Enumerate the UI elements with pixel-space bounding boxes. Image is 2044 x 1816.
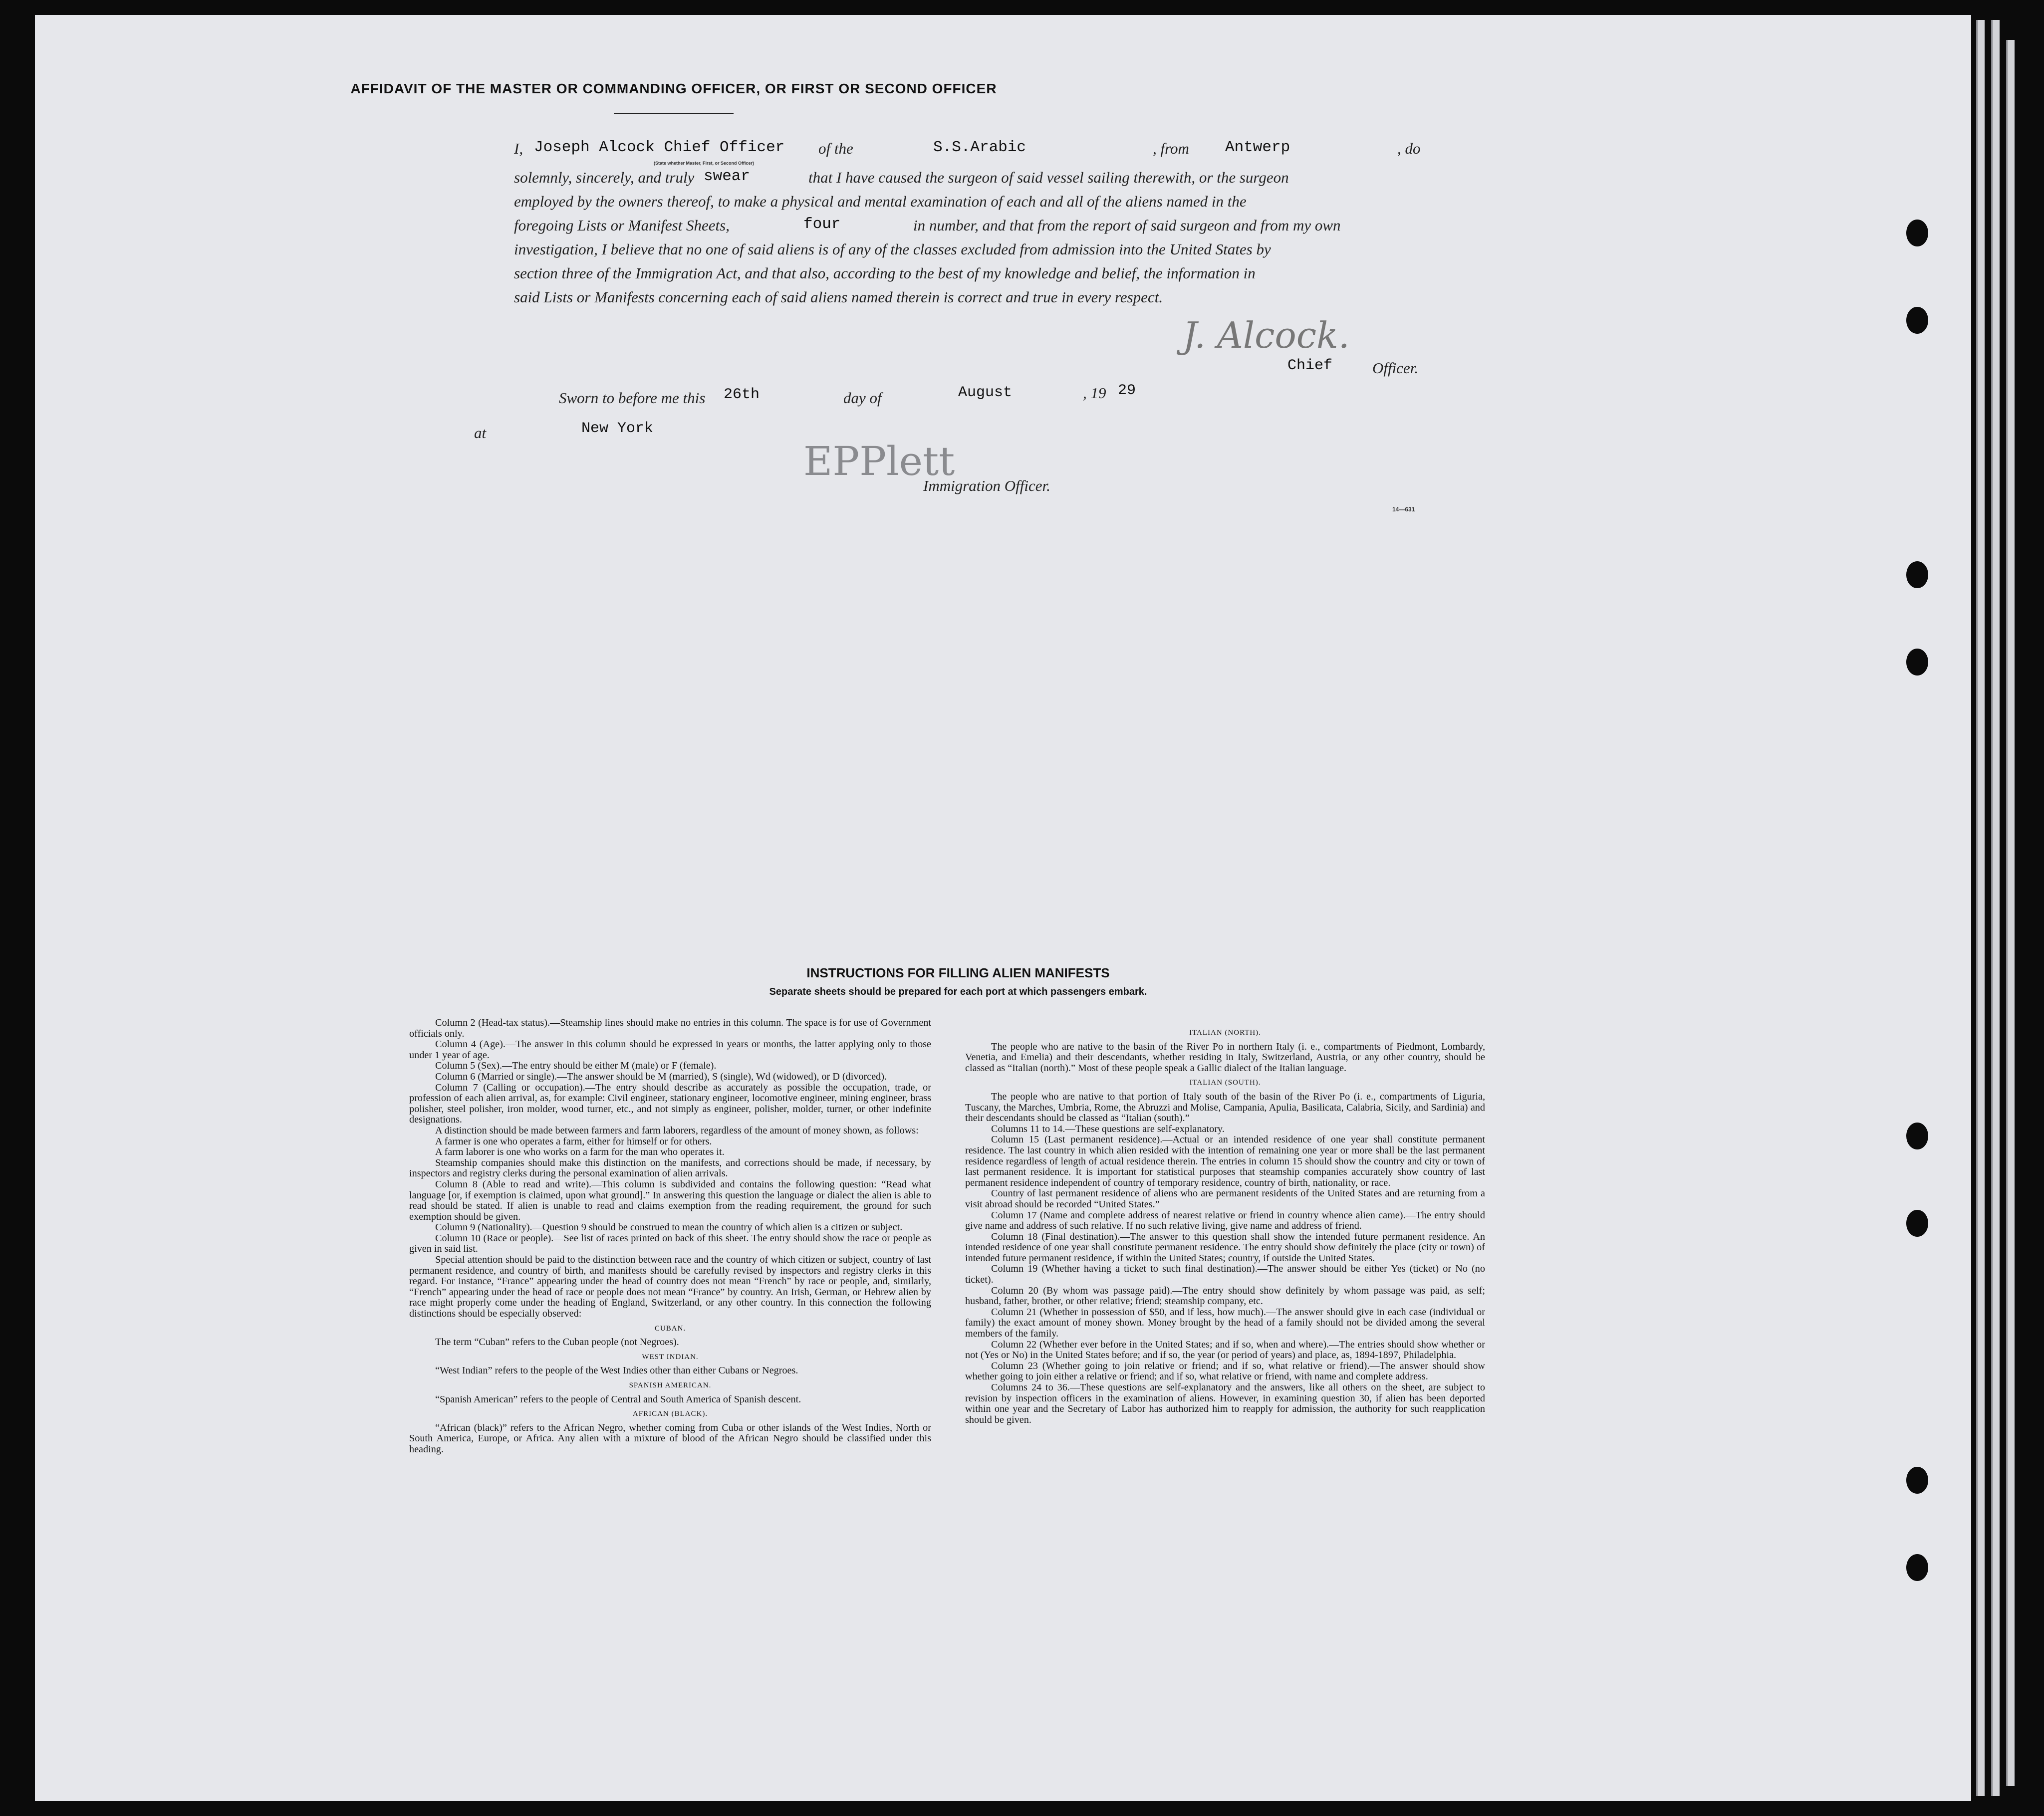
binder-hole bbox=[1906, 1467, 1928, 1494]
sworn-month: August bbox=[958, 384, 1013, 401]
year-prefix: , 19 bbox=[1083, 384, 1106, 402]
spanish-american-definition: “Spanish American” refers to the people of Central and South America of Spanish descent. bbox=[435, 1393, 801, 1405]
instruction-paragraph: Columns 11 to 14.—These questions are self-explanatory. bbox=[991, 1123, 1225, 1135]
page-edge bbox=[2006, 40, 2015, 1786]
officer-rank: Chief bbox=[1287, 357, 1333, 374]
vessel-name: S.S.Arabic bbox=[933, 139, 1026, 156]
affidavit-line-2 bbox=[514, 169, 694, 187]
affidavit-line-7: said Lists or Manifests concerning each of said aliens named therein is correct and true in every respect. bbox=[514, 288, 1163, 306]
instruction-paragraph: Column 2 (Head-tax status).—Steamship lines should make no entries in this column. The space is for use of Government officials only. bbox=[409, 1017, 931, 1039]
instruction-paragraph: Column 6 (Married or single).—The answer should be M (married), S (single), Wd (widowed), or D (divorced). bbox=[435, 1071, 887, 1082]
affidavit-i: I, bbox=[514, 140, 523, 157]
instruction-paragraph: Column 4 (Age).—The answer in this column should be expressed in years or months, the latter applying only to those under 1 year of age. bbox=[409, 1039, 931, 1061]
day-of-label: day of bbox=[843, 389, 882, 407]
instructions-right-column bbox=[965, 1024, 1485, 1425]
immigration-officer-signature: EPPlett bbox=[803, 438, 955, 484]
italian-north-definition: The people who are native to the basin of the River Po in northern Italy (i. e., compartments of Piedmont, Lombardy, Venetia, and Emelia) and their descendants, whether residing in Italy, Switzerland, Austria, or any other country, should be classed as “Italian (north).” Most of these people speak a Gallic dialect of the Italian language. bbox=[965, 1041, 1485, 1074]
cuban-definition: The term “Cuban” refers to the Cuban people (not Negroes). bbox=[435, 1337, 679, 1348]
instruction-paragraph: A distinction should be made between farmers and farm laborers, regardless of the amount of money shown, as follows: bbox=[435, 1125, 919, 1136]
of-the-label: of the bbox=[818, 140, 853, 157]
page-edge bbox=[1991, 20, 2000, 1796]
instructions-subtitle: Separate sheets should be prepared for each port at which passengers embark. bbox=[769, 986, 1147, 997]
italian-south-heading: ITALIAN (SOUTH). bbox=[1189, 1079, 1261, 1087]
instruction-paragraph: Column 8 (Able to read and write).—This column is subdivided and contains the following question: “Read what language [or, if exemption is claimed, upon what ground].” In answering this question the language or dialect the alien is able to read should be stated. If alien is unable to read and claims exemption from the reading requirement, the ground for such exemption should be given. bbox=[409, 1178, 931, 1222]
do-label: , do bbox=[1397, 140, 1421, 157]
at-label: at bbox=[474, 424, 487, 442]
affidavit-title: AFFIDAVIT OF THE MASTER OR COMMANDING OFFICER, OR FIRST OR SECOND OFFICER bbox=[350, 81, 997, 96]
instruction-paragraph: Column 23 (Whether going to join relative or friend; and if so, what relative or friend).—The answer should show whether going to join either a relative or friend; and if so, what relative or friend, with name and complete address. bbox=[965, 1360, 1485, 1382]
instruction-paragraph: Column 18 (Final destination).—The answer to this question shall show the intended future permanent residence. An intended residence of one year shall constitute permanent residence. The entry should show definitely the place (city or town) of intended future permanent residence, if within the United States; country, if outside the United States. bbox=[965, 1231, 1485, 1264]
instructions-title: INSTRUCTIONS FOR FILLING ALIEN MANIFESTS bbox=[806, 965, 1110, 980]
page-edge bbox=[1976, 20, 1985, 1796]
italian-north-heading: ITALIAN (NORTH). bbox=[1189, 1029, 1261, 1037]
instruction-paragraph: Column 9 (Nationality).—Question 9 should be construed to mean the country of which alien is a citizen or subject. bbox=[435, 1222, 903, 1233]
line-2-start: solemnly, sincerely, and truly bbox=[514, 169, 695, 186]
african-definition: “African (black)” refers to the African Negro, whether coming from Cuba or other islands of the West Indies, North or South America, Europe, or Africa. Any alien with a mixture of blood of the African Negro should be classified under this heading. bbox=[409, 1422, 931, 1455]
instruction-paragraph: A farmer is one who operates a farm, either for himself or for others. bbox=[435, 1135, 712, 1147]
african-heading: AFRICAN (BLACK). bbox=[632, 1410, 708, 1418]
binder-hole bbox=[1906, 1123, 1928, 1149]
instruction-paragraph: Column 22 (Whether ever before in the United States; and if so, when and where).—The entries should show whether or not (Yes or No) in the United States before; and if so, the year (or period of years) and place, as, 1894-1897, Philadelphia. bbox=[965, 1339, 1485, 1361]
affidavit-line-6: section three of the Immigration Act, and that also, according to the best of my knowledge and belief, the information in bbox=[514, 264, 1256, 282]
instruction-paragraph: Special attention should be paid to the distinction between race and the country of which citizen or subject, country of last permanent residence, and country of birth, and manifests should be carefully revised by inspectors and registry clerks in this regard. For instance, “France” appearing under the head of country does not mean “French” by race or people, and, similarly, “French” appearing under the head of race or people does not mean “France” by country. An Irish, German, or Hebrew alien by race might properly come under the heading of England, Switzerland, or any other country. In this connection the following distinctions should be especially observed: bbox=[409, 1254, 931, 1320]
binder-hole bbox=[1906, 561, 1928, 588]
departure-port: Antwerp bbox=[1225, 139, 1290, 156]
instruction-paragraph: Column 20 (By whom was passage paid).—The entry should show definitely by whom passage was paid, as self; husband, father, brother, or other relative; friend; steamship company, etc. bbox=[965, 1285, 1485, 1307]
spanish-american-heading: SPANISH AMERICAN. bbox=[629, 1381, 712, 1389]
instruction-paragraph: Column 7 (Calling or occupation).—The entry should describe as accurately as possible the occupation, trade, or profession of each alien arrival, as, for example: Civil engineer, stationary engineer, locomotive engineer, mining engineer, brass polisher, steel polisher, iron molder, wood turner, etc., and not simply as engineer, polisher, molder, turner, or other indefinite designations. bbox=[409, 1082, 931, 1126]
manifest-page bbox=[35, 15, 1971, 1801]
instruction-paragraph: Country of last permanent residence of aliens who are permanent residents of the United States and are returning from a visit abroad should be recorded “United States.” bbox=[965, 1188, 1485, 1210]
sworn-label: Sworn to before me this bbox=[559, 389, 706, 407]
instruction-paragraph: Column 19 (Whether having a ticket to such final destination).—The answer should be either Yes (ticket) or No (no ticket). bbox=[965, 1263, 1485, 1286]
binder-hole bbox=[1906, 307, 1928, 334]
instruction-paragraph: Columns 24 to 36.—These questions are self-explanatory and the answers, like all others on the sheet, are subject to revision by inspection officers in the examination of aliens. However, in examining question 30, if alien has been deported within one year and the Secretary of Labor has authorized him to reapply for admission, the authority for such reapplication should be given. bbox=[965, 1382, 1485, 1425]
west-indian-heading: WEST INDIAN. bbox=[642, 1353, 699, 1361]
oath-type: swear bbox=[704, 168, 751, 185]
affidavit-line-3: employed by the owners thereof, to make a physical and mental examination of each and all of the aliens named in the bbox=[514, 193, 1247, 210]
affidavit-line-5: investigation, I believe that no one of said aliens is of any of the classes excluded from admission into the United States by bbox=[514, 240, 1271, 258]
binder-hole bbox=[1906, 1554, 1928, 1581]
instruction-paragraph: Column 10 (Race or people).—See list of races printed on back of this sheet. The entry should show the race or people as given in said list. bbox=[409, 1232, 931, 1255]
instruction-paragraph: Column 5 (Sex).—The entry should be either M (male) or F (female). bbox=[435, 1060, 717, 1072]
sworn-year: 29 bbox=[1118, 382, 1136, 399]
affidavit-line-1 bbox=[514, 140, 523, 158]
affidavit-line-4-start: foregoing Lists or Manifest Sheets, bbox=[514, 217, 730, 234]
west-indian-definition: “West Indian” refers to the people of the West Indies other than either Cubans or Negroes. bbox=[435, 1365, 798, 1376]
instruction-paragraph: A farm laborer is one who works on a farm for the man who operates it. bbox=[435, 1146, 725, 1158]
affidavit-line-4-end: in number, and that from the report of said surgeon and from my own bbox=[913, 217, 1341, 234]
line-2-end: that I have caused the surgeon of said vessel sailing therewith, or the surgeon bbox=[808, 169, 1289, 186]
binder-hole bbox=[1906, 220, 1928, 246]
sworn-day: 26th bbox=[724, 386, 760, 403]
alien-count: four bbox=[803, 216, 841, 233]
italian-south-definition: The people who are native to that portion of Italy south of the basin of the River Po (i. e., compartments of Liguria, Tuscany, the Marches, Umbria, Rome, the Abruzzi and Molise, Campania, Apulia, Basilicata, Calabria, Sicily, and Sardinia) and their descendants should be classed as “Italian (south).” bbox=[965, 1091, 1485, 1124]
officer-name: Joseph Alcock Chief Officer bbox=[534, 139, 785, 156]
immigration-officer-label: Immigration Officer. bbox=[923, 477, 1050, 494]
officer-label: Officer. bbox=[1372, 359, 1419, 377]
from-label: , from bbox=[1153, 140, 1189, 157]
form-number: 14—631 bbox=[1392, 506, 1415, 513]
instructions-left-column bbox=[409, 1018, 931, 1455]
instruction-paragraph: Column 17 (Name and complete address of nearest relative or friend in country whence alien came).—The entry should give name and address of such relative. If no such relative living, give name and address of friend. bbox=[965, 1209, 1485, 1232]
binder-hole bbox=[1906, 649, 1928, 676]
instruction-paragraph: Steamship companies should make this distinction on the manifests, and corrections should be made, if necessary, by inspectors and registry clerks during the personal examination of alien arrivals. bbox=[409, 1157, 931, 1179]
instruction-paragraph: Column 15 (Last permanent residence).—Actual or an intended residence of one year shall constitute permanent residence. The last country in which alien resided with the intention of remaining one year or more shall be the last permanent residence regardless of length of actual residence therein. The entries in column 15 should show the country and city or town of last permanent residence. It is important for statistical purposes that steamship companies accurately show country of last permanent residence independent of country of temporary residence, country of birth, nationality, or race. bbox=[965, 1134, 1485, 1188]
master-signature: J. Alcock. bbox=[1183, 314, 1350, 356]
instruction-paragraph: Column 21 (Whether in possession of $50, and if less, how much).—The answer should give in each case (individual or family) the exact amount of money shown. Money brought by the head of a family should not be divided among the several members of the family. bbox=[965, 1306, 1485, 1340]
title-rule bbox=[614, 113, 734, 114]
officer-rank-note: (State whether Master, First, or Second Officer) bbox=[654, 161, 755, 166]
binder-hole bbox=[1906, 1210, 1928, 1237]
cuban-heading: CUBAN. bbox=[654, 1324, 686, 1333]
sworn-place: New York bbox=[581, 420, 654, 437]
